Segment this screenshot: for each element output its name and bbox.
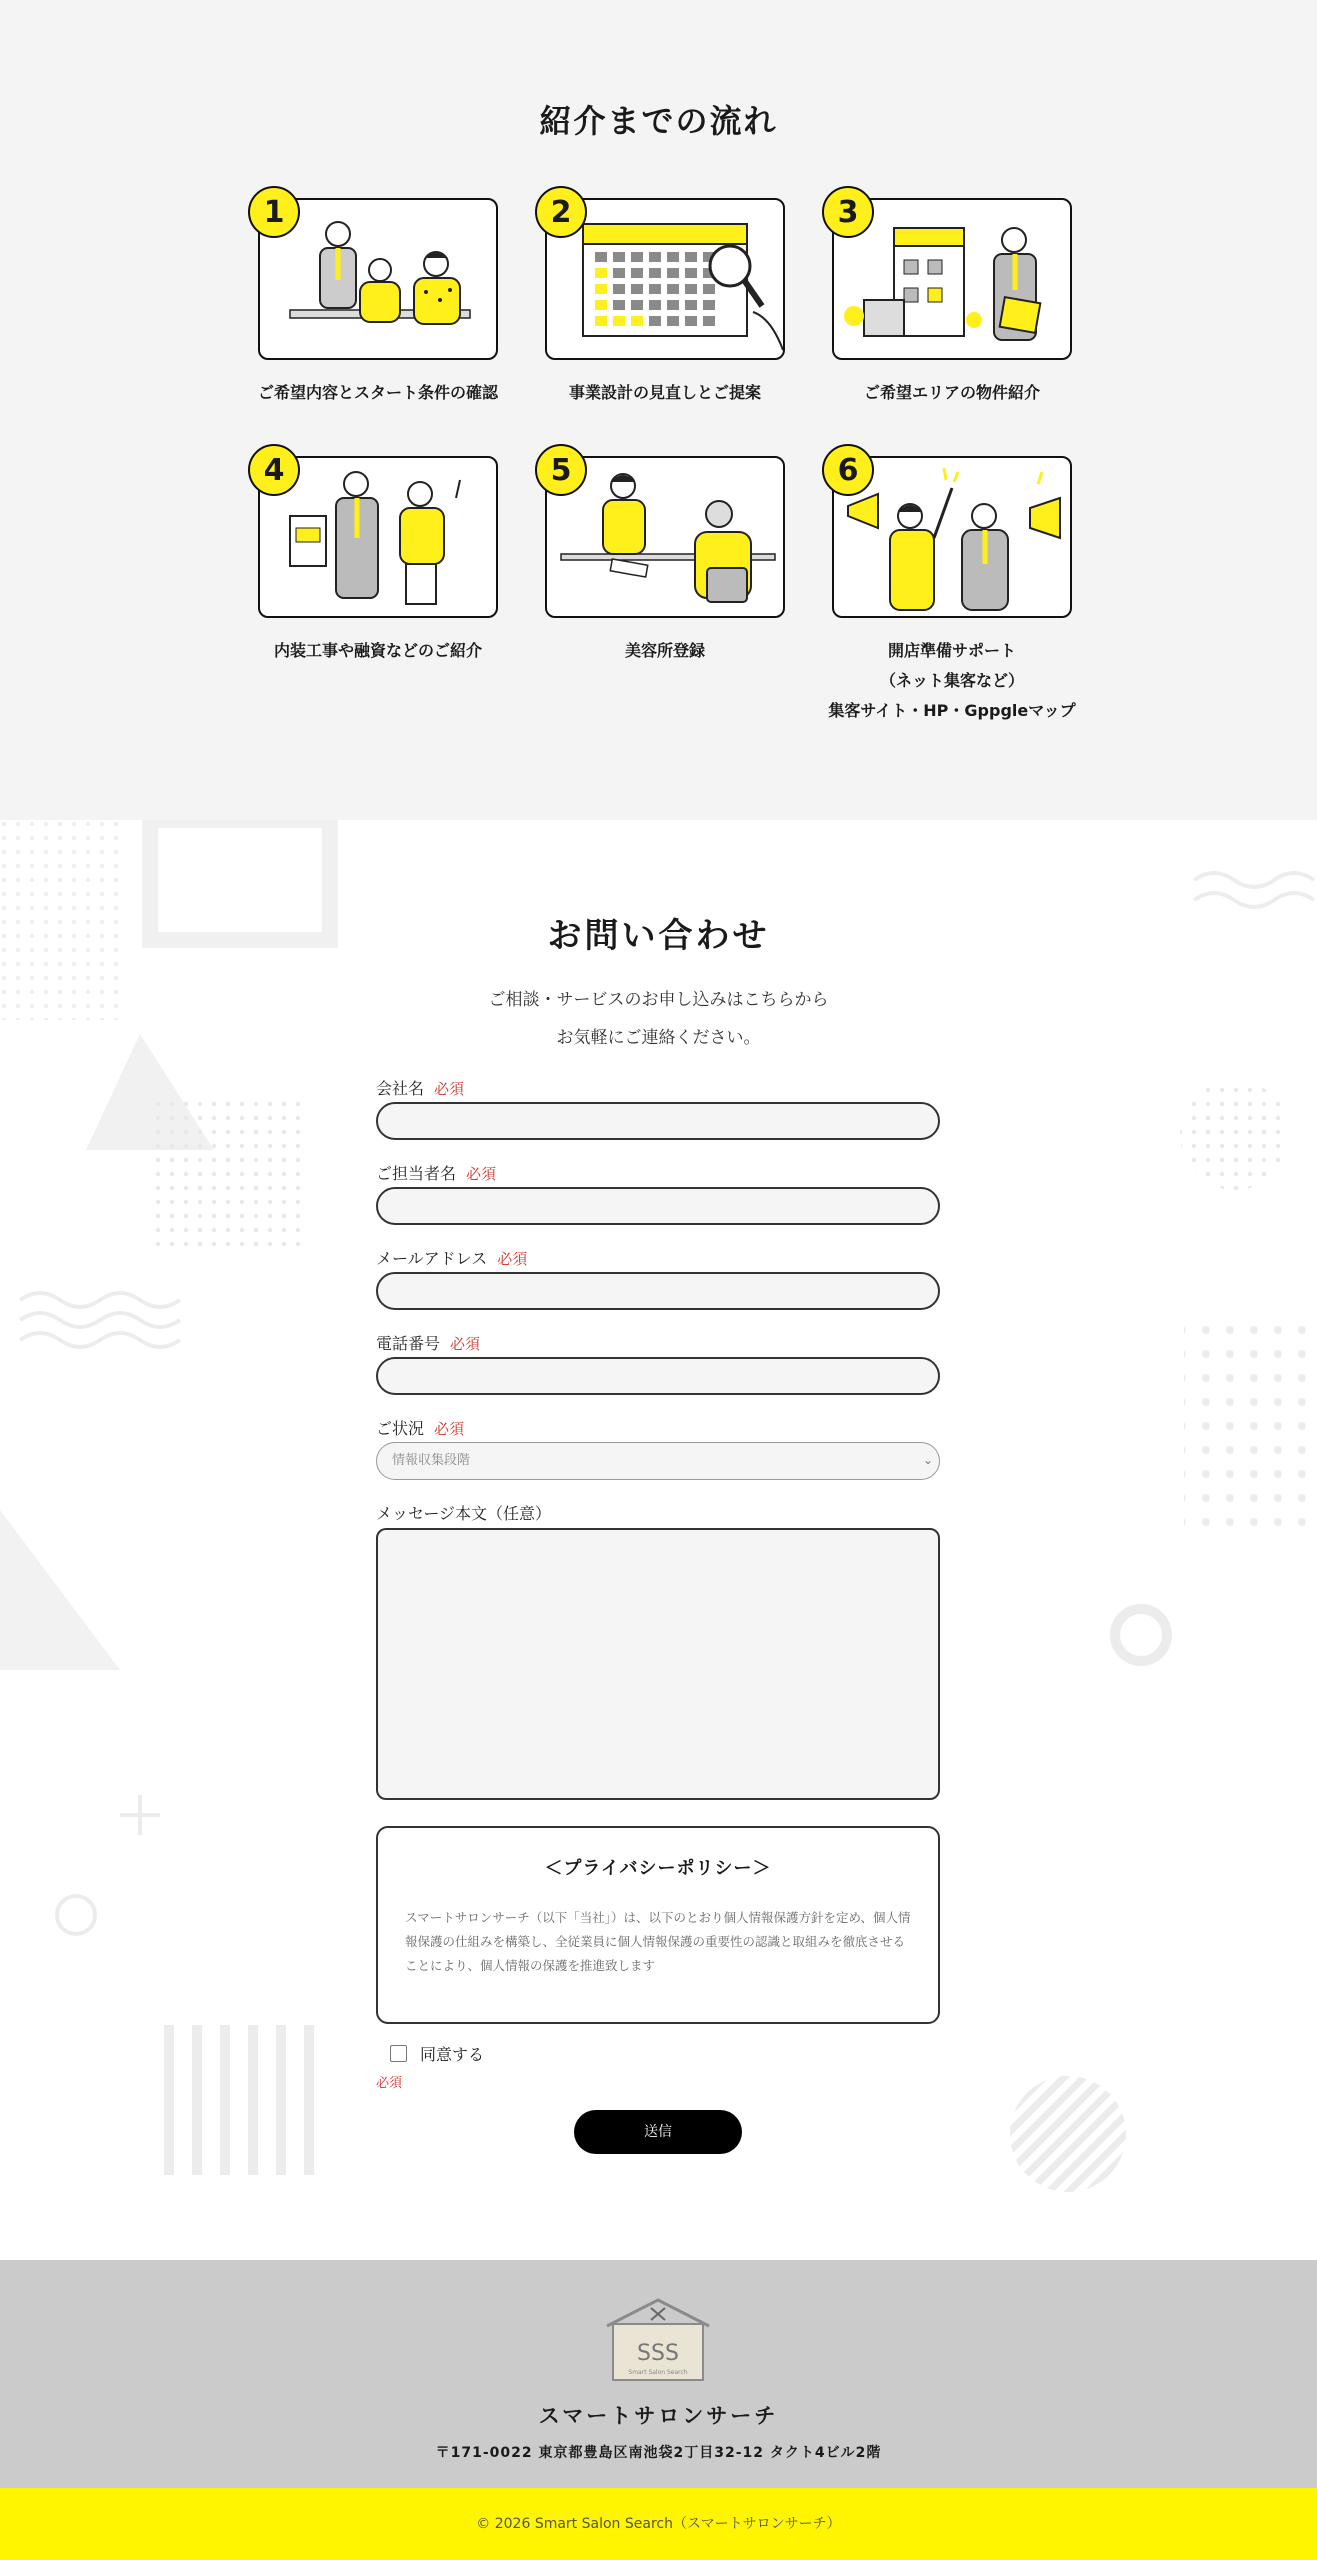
copyright-text: © 2026 Smart Salon Search（スマートサロンサーチ）	[476, 2516, 841, 2532]
calendar-cell	[631, 268, 643, 278]
agree-required-mark: 必須	[376, 2076, 403, 2091]
calendar-cell	[613, 268, 625, 278]
chevron-down-icon: ⌄	[922, 1453, 933, 1467]
step-caption-line2: （ネット集客など）	[879, 671, 1024, 690]
calendar-cell	[649, 284, 661, 294]
phone-input[interactable]	[376, 1357, 940, 1395]
required-mark: 必須	[450, 1335, 481, 1353]
calendar-cell	[703, 300, 715, 310]
phone-label-text: 電話番号	[376, 1334, 441, 1353]
privacy-policy-title: ＜プライバシーポリシー＞	[544, 1858, 772, 1879]
calendar-cell	[595, 284, 607, 294]
calendar-cell	[685, 316, 697, 326]
calendar-cell	[649, 316, 661, 326]
calendar-cell	[613, 284, 625, 294]
step-caption-line1: 開店準備サポート	[887, 641, 1016, 660]
calendar-cell	[631, 284, 643, 294]
calendar-cell	[703, 284, 715, 294]
contact-section	[0, 820, 1317, 2260]
calendar-cell	[631, 252, 643, 262]
calendar-cell	[685, 284, 697, 294]
calendar-cell	[667, 252, 679, 262]
step-number-badge: 6	[822, 444, 874, 496]
required-mark: 必須	[466, 1165, 497, 1183]
logo-text: SSS	[637, 2341, 679, 2366]
step-number-badge: 4	[248, 444, 300, 496]
calendar-cell	[613, 300, 625, 310]
phone-label	[376, 1331, 480, 1354]
contact-title: お問い合わせ	[547, 916, 770, 956]
flow-section	[0, 0, 1317, 820]
logo-subtext: Smart Salon Search	[628, 2369, 688, 2376]
status-selected-value: 情報収集段階	[392, 1453, 471, 1468]
step-caption: 事業設計の見直しとご提案	[568, 383, 761, 402]
step-number-badge: 3	[822, 186, 874, 238]
calendar-cell	[595, 300, 607, 310]
privacy-policy-text: スマートサロンサーチ（以下「当社」）は、以下のとおり個人情報保護方針を定め、個人情報保護の仕組みを構築し、全従業員に個人情報保護の重要性の認識と取組みを徹底させることにより、個人情報の保護を推進致します	[405, 1910, 911, 1973]
step-caption: ご希望内容とスタート条件の確認	[257, 383, 498, 402]
status-select[interactable]	[376, 1442, 940, 1480]
calendar-cell	[613, 252, 625, 262]
required-mark: 必須	[497, 1250, 528, 1268]
step-caption-line3: 集客サイト・HP・Gppgleマップ	[828, 701, 1076, 720]
company-input[interactable]	[376, 1102, 940, 1140]
step-number-badge: 1	[248, 186, 300, 238]
calendar-cell	[667, 284, 679, 294]
calendar-cell	[649, 268, 661, 278]
step-caption: ご希望エリアの物件紹介	[863, 383, 1040, 402]
calendar-cell	[631, 300, 643, 310]
copyright-bar	[0, 2488, 1317, 2560]
agree-checkbox-row[interactable]	[390, 2042, 484, 2065]
calendar-cell	[685, 300, 697, 310]
flow-title: 紹介までの流れ	[539, 102, 778, 140]
company-logo[interactable]	[603, 2296, 713, 2382]
step-number-badge: 2	[535, 186, 587, 238]
step-number-badge: 5	[535, 444, 587, 496]
status-label-text: ご状況	[376, 1419, 425, 1438]
step-caption: 美容所登録	[624, 641, 705, 660]
footer-address: 〒171-0022 東京都豊島区南池袋2丁目32-12 タクト4ビル2階	[435, 2445, 882, 2461]
privacy-policy-box[interactable]	[376, 1826, 940, 2024]
calendar-cell	[649, 300, 661, 310]
person-label	[376, 1161, 496, 1184]
agree-checkbox[interactable]	[390, 2045, 407, 2062]
calendar-cell	[649, 252, 661, 262]
required-mark: 必須	[434, 1080, 465, 1098]
person-input[interactable]	[376, 1187, 940, 1225]
email-label-text: メールアドレス	[376, 1249, 488, 1268]
calendar-cell	[685, 268, 697, 278]
calendar-cell	[613, 316, 625, 326]
email-input[interactable]	[376, 1272, 940, 1310]
step-caption: 内装工事や融資などのご紹介	[273, 641, 482, 660]
calendar-cell	[595, 268, 607, 278]
message-label: メッセージ本文（任意）	[376, 1504, 552, 1523]
calendar-cell	[703, 316, 715, 326]
calendar-cell	[667, 316, 679, 326]
calendar-cell	[631, 316, 643, 326]
calendar-cell	[685, 252, 697, 262]
calendar-cell	[595, 252, 607, 262]
agree-label: 同意する	[420, 2045, 485, 2064]
submit-button[interactable]: 送信	[574, 2110, 742, 2154]
message-textarea[interactable]	[376, 1528, 940, 1800]
company-label	[376, 1076, 464, 1099]
contact-lead-line1: ご相談・サービスのお申し込みはこちらから	[488, 990, 829, 1010]
footer	[0, 2260, 1317, 2488]
calendar-cell	[667, 300, 679, 310]
calendar-cell	[667, 268, 679, 278]
footer-company-name: スマートサロンサーチ	[538, 2404, 779, 2428]
step-caption	[782, 636, 1122, 726]
person-label-text: ご担当者名	[376, 1164, 457, 1183]
company-label-text: 会社名	[376, 1079, 425, 1098]
email-label	[376, 1246, 527, 1269]
contact-lead-line2: お気軽にご連絡ください。	[556, 1028, 761, 1048]
status-label	[376, 1416, 464, 1439]
required-mark: 必須	[434, 1420, 465, 1438]
calendar-cell	[595, 316, 607, 326]
